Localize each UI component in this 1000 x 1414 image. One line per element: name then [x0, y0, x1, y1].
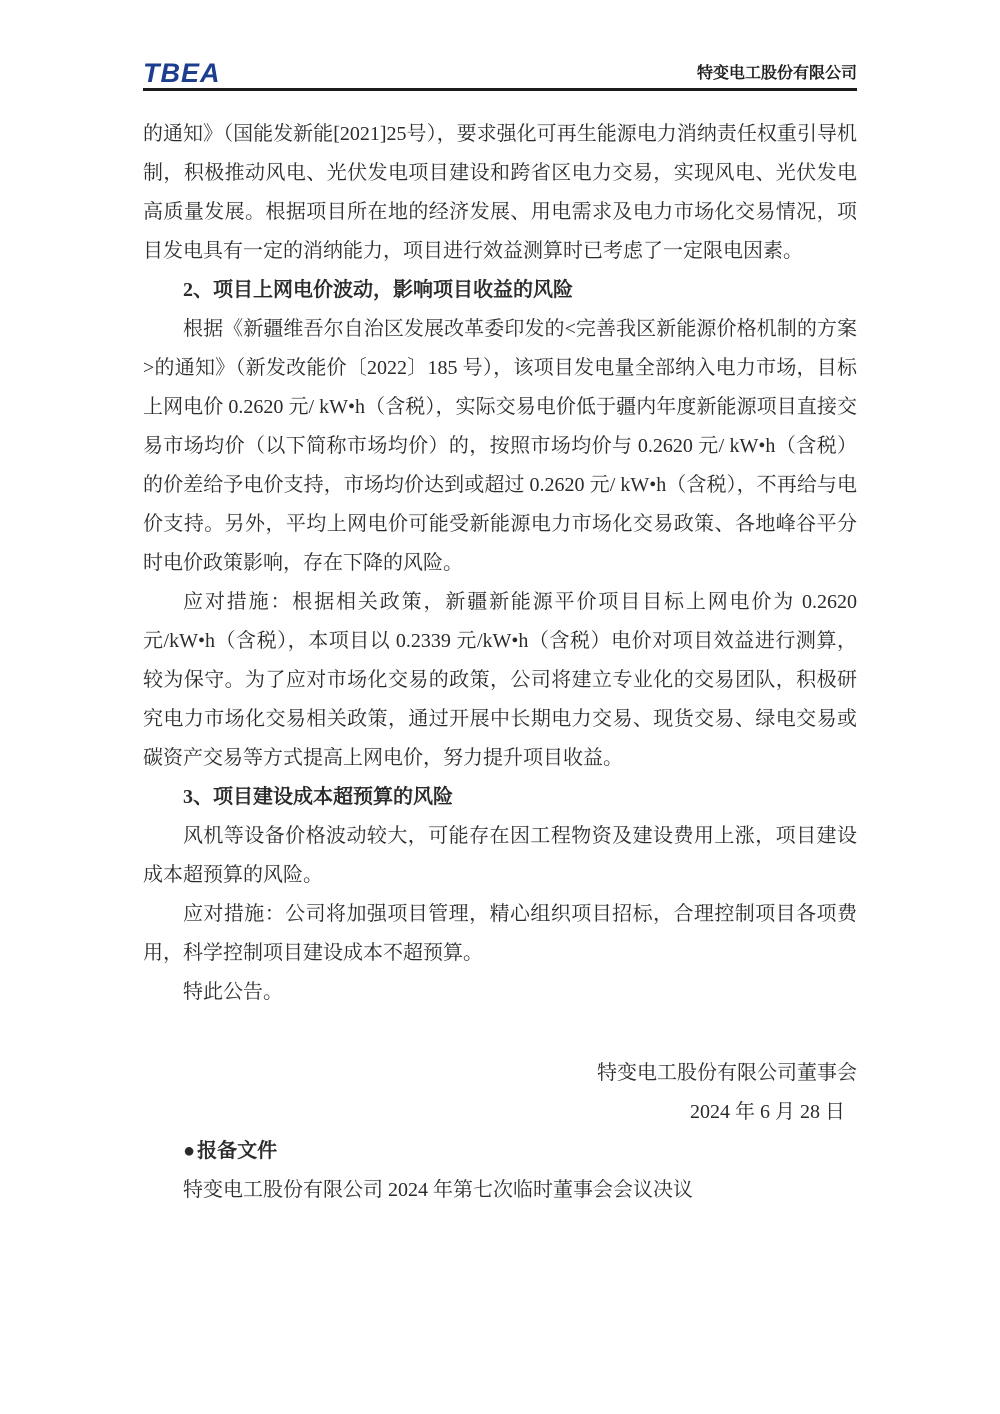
section-heading-2: 2、项目上网电价波动，影响项目收益的风险 — [183, 279, 573, 301]
filing-section-heading — [143, 1132, 857, 1171]
filing-document-item: 特变电工股份有限公司 2024 年第七次临时董事会会议决议 — [183, 1179, 693, 1201]
header-company-name: 特变电工股份有限公司 — [696, 65, 857, 82]
paragraph-tariff-risk: 根据《新疆维吾尔自治区发展改革委印发的<完善我区新能源价格机制的方案>的通知》（新发改能价〔2022〕185 号），该项目发电量全部纳入电力市场，目标上网电价 0.2620 元/ kW•h（含税），实际交易电价低于疆内年度新能源项目直接交易市场均价（以下简称市场均价）的，按照市场均价与 0.2620 元/ kW•h（含税）的价差给予电价支持，市场均价达到或超过 0.2620 元/ kW•h（含税），不再给与电价支持。另外，平均上网电价可能受新能源电力市场化交易政策、各地峰谷平分时电价政策影响，存在下降的风险。 — [143, 318, 857, 574]
paragraph-continuation: 的通知》（国能发新能[2021]25号），要求强化可再生能源电力消纳责任权重引导机制，积极推动风电、光伏发电项目建设和跨省区电力交易，实现风电、光伏发电高质量发展。根据项目所在地的经济发展、用电需求及电力市场化交易情况，项目发电具有一定的消纳能力，项目进行效益测算时已考虑了一定限电因素。 — [143, 123, 857, 262]
bullet-icon: ● — [183, 1140, 196, 1162]
paragraph-cost-risk: 风机等设备价格波动较大，可能存在因工程物资及建设费用上涨，项目建设成本超预算的风险。 — [143, 825, 857, 886]
signature-date: 2024 年 6 月 28 日 — [690, 1101, 845, 1123]
signature-company: 特变电工股份有限公司董事会 — [597, 1062, 857, 1084]
closing-statement: 特此公告。 — [183, 981, 283, 1003]
document-body — [143, 115, 857, 1210]
paragraph-tariff-measures: 应对措施：根据相关政策，新疆新能源平价项目目标上网电价为 0.2620 元/kW•h（含税），本项目以 0.2339 元/kW•h（含税）电价对项目效益进行测算，较为保守。为了应对市场化交易的政策，公司将建立专业化的交易团队，积极研究电力市场化交易相关政策，通过开展中长期电力交易、现货交易、绿电交易或碳资产交易等方式提高上网电价，努力提升项目收益。 — [143, 591, 857, 769]
paragraph-cost-measures: 应对措施：公司将加强项目管理，精心组织项目招标，合理控制项目各项费用，科学控制项目建设成本不超预算。 — [143, 903, 857, 964]
section-heading-3: 3、项目建设成本超预算的风险 — [183, 786, 453, 808]
filing-section-title: 报备文件 — [197, 1140, 278, 1162]
tbea-logo: TBEA — [143, 58, 221, 88]
signature-block — [143, 1054, 857, 1132]
page-header — [143, 56, 857, 91]
